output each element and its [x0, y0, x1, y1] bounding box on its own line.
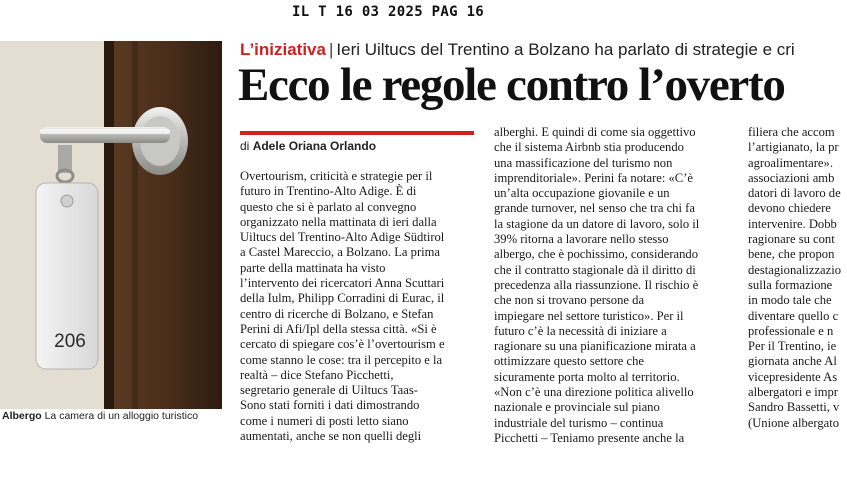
body-line: sulla formazione: [748, 277, 833, 292]
body-line: datori di lavoro de: [748, 186, 841, 201]
body-line: intervenire. Dobb: [748, 216, 837, 231]
body-line: Perini di Afi/Ipl della stessa città. «Si è: [240, 321, 437, 336]
body-line: segretario generale di Uiltucs Taas-: [240, 383, 418, 398]
body-line: filiera che accom: [748, 125, 835, 139]
red-rule: [240, 131, 474, 135]
body-line: (Unione albergato: [748, 415, 840, 430]
body-line: destagionalizzazio: [748, 262, 842, 277]
body-line: imprenditoriale». Perini fa notare: «C’è: [494, 170, 693, 185]
body-line: vicepresidente As: [748, 369, 838, 384]
body-line: cercato di spiegare cos’è l’overtourism e: [240, 337, 445, 352]
body-line: professionale e n: [748, 323, 834, 338]
body-line: una massificazione del turismo non: [494, 155, 673, 170]
body-line: agroalimentare».: [748, 155, 833, 170]
body-line: l’intervento dei ricercatori Anna Scuttari: [240, 276, 445, 291]
article-photo: [0, 41, 222, 409]
body-line: che il contratto stagionale dà il diritto di: [494, 262, 696, 277]
body-line: a Castel Mareccio, a Bolzano. La prima: [240, 245, 441, 260]
body-line: ragionare su cont: [748, 232, 835, 247]
body-line: 39% ritorna a lavorare nello stesso: [494, 232, 669, 247]
body-column-2: [494, 125, 730, 445]
body-line: precedenza alla riassunzione. Il rischio è: [494, 277, 699, 292]
body-line: la stagione da un datore di lavoro, solo il: [494, 216, 700, 231]
body-line: Picchetti – Teniamo presente anche la: [494, 430, 685, 445]
body-line: Sandro Bassetti, v: [748, 400, 840, 415]
body-line: sicuramente porta molto al territorio.: [494, 369, 680, 384]
body-line: futuro in Trentino-Alto Adige. È di: [240, 184, 417, 199]
body-line: che non si trovano persone da: [494, 293, 645, 308]
body-line: come stanno le cose: tra il percepito e la: [240, 352, 443, 367]
body-line: ottimizzare questo settore che: [494, 354, 645, 369]
body-line: associazioni amb: [748, 170, 835, 185]
body-line: bene, che propon: [748, 247, 835, 262]
body-column-1: [240, 169, 476, 444]
byline-prefix: di: [240, 139, 250, 153]
body-line: un’alta occupazione giovanile e un: [494, 186, 670, 201]
body-line: alberghi. E quindi di come sia oggettivo: [494, 125, 696, 139]
body-line: Uiltucs del Trentino-Alto Adige Südtirol: [240, 230, 445, 245]
body-line: in modo tale che: [748, 293, 832, 308]
body-line: ragionare su una pianificazione mirata a: [494, 339, 696, 354]
page-header: IL T 16 03 2025 PAG 16: [292, 4, 485, 20]
photo-caption: [2, 410, 232, 422]
body-line: questo che si è parlato al convegno: [240, 199, 417, 214]
body-line: realtà – dice Stefano Picchetti,: [240, 367, 394, 382]
body-line: l’artigianato, la pr: [748, 140, 839, 155]
byline-author: Adele Oriana Orlando: [252, 139, 377, 153]
headline: Ecco le regole contro l’overto: [238, 59, 785, 111]
kicker-label: L’iniziativa: [240, 40, 326, 59]
body-line: grande turnover, nel senso che tra chi fa: [494, 201, 695, 216]
body-line: parte della mattinata ha visto: [240, 260, 386, 275]
body-line: Sono stati forniti i dati dimostrando: [240, 398, 420, 413]
kicker-deck: Ieri Uiltucs del Trentino a Bolzano ha parlato di strategie e cri: [336, 40, 795, 59]
body-line: giornata anche Al: [748, 354, 837, 369]
body-line: che il sistema Airbnb stia producendo: [494, 140, 684, 155]
kicker-separator: |: [328, 40, 334, 59]
body-line: aumentati, anche se non quelli degli: [240, 429, 422, 444]
body-line: devono chiedere: [748, 201, 831, 216]
room-tag-number: 206: [54, 331, 86, 352]
body-line: albergo, che è pochissimo, considerando: [494, 247, 699, 262]
body-line: Per il Trentino, ie: [748, 339, 837, 354]
byline: [240, 139, 480, 153]
body-line: come i numeri di posti letto siano: [240, 413, 409, 428]
caption-text: La camera di un alloggio turistico: [44, 410, 199, 422]
body-line: nazionale e provinciale sul piano: [494, 400, 660, 415]
body-line: Overtourism, criticità e strategie per il: [240, 169, 433, 183]
body-column-3: [748, 125, 847, 430]
body-line: industriale del turismo – continua: [494, 415, 664, 430]
body-line: della Iulm, Philipp Corradini di Eurac, il: [240, 291, 445, 306]
body-line: diventare quello c: [748, 308, 839, 323]
body-line: organizzato nella mattinata di ieri dalla: [240, 214, 437, 229]
body-line: centro di ricerche di Bolzano, e Stefan: [240, 306, 434, 321]
body-line: futuro c’è la necessità di iniziare a: [494, 323, 667, 338]
caption-label: Albergo: [2, 410, 42, 422]
body-line: impiegare nel settore turistico». Per il: [494, 308, 684, 323]
body-line: «Non c’è una direzione politica alivello: [494, 385, 694, 400]
body-line: albergatori e impr: [748, 385, 838, 400]
